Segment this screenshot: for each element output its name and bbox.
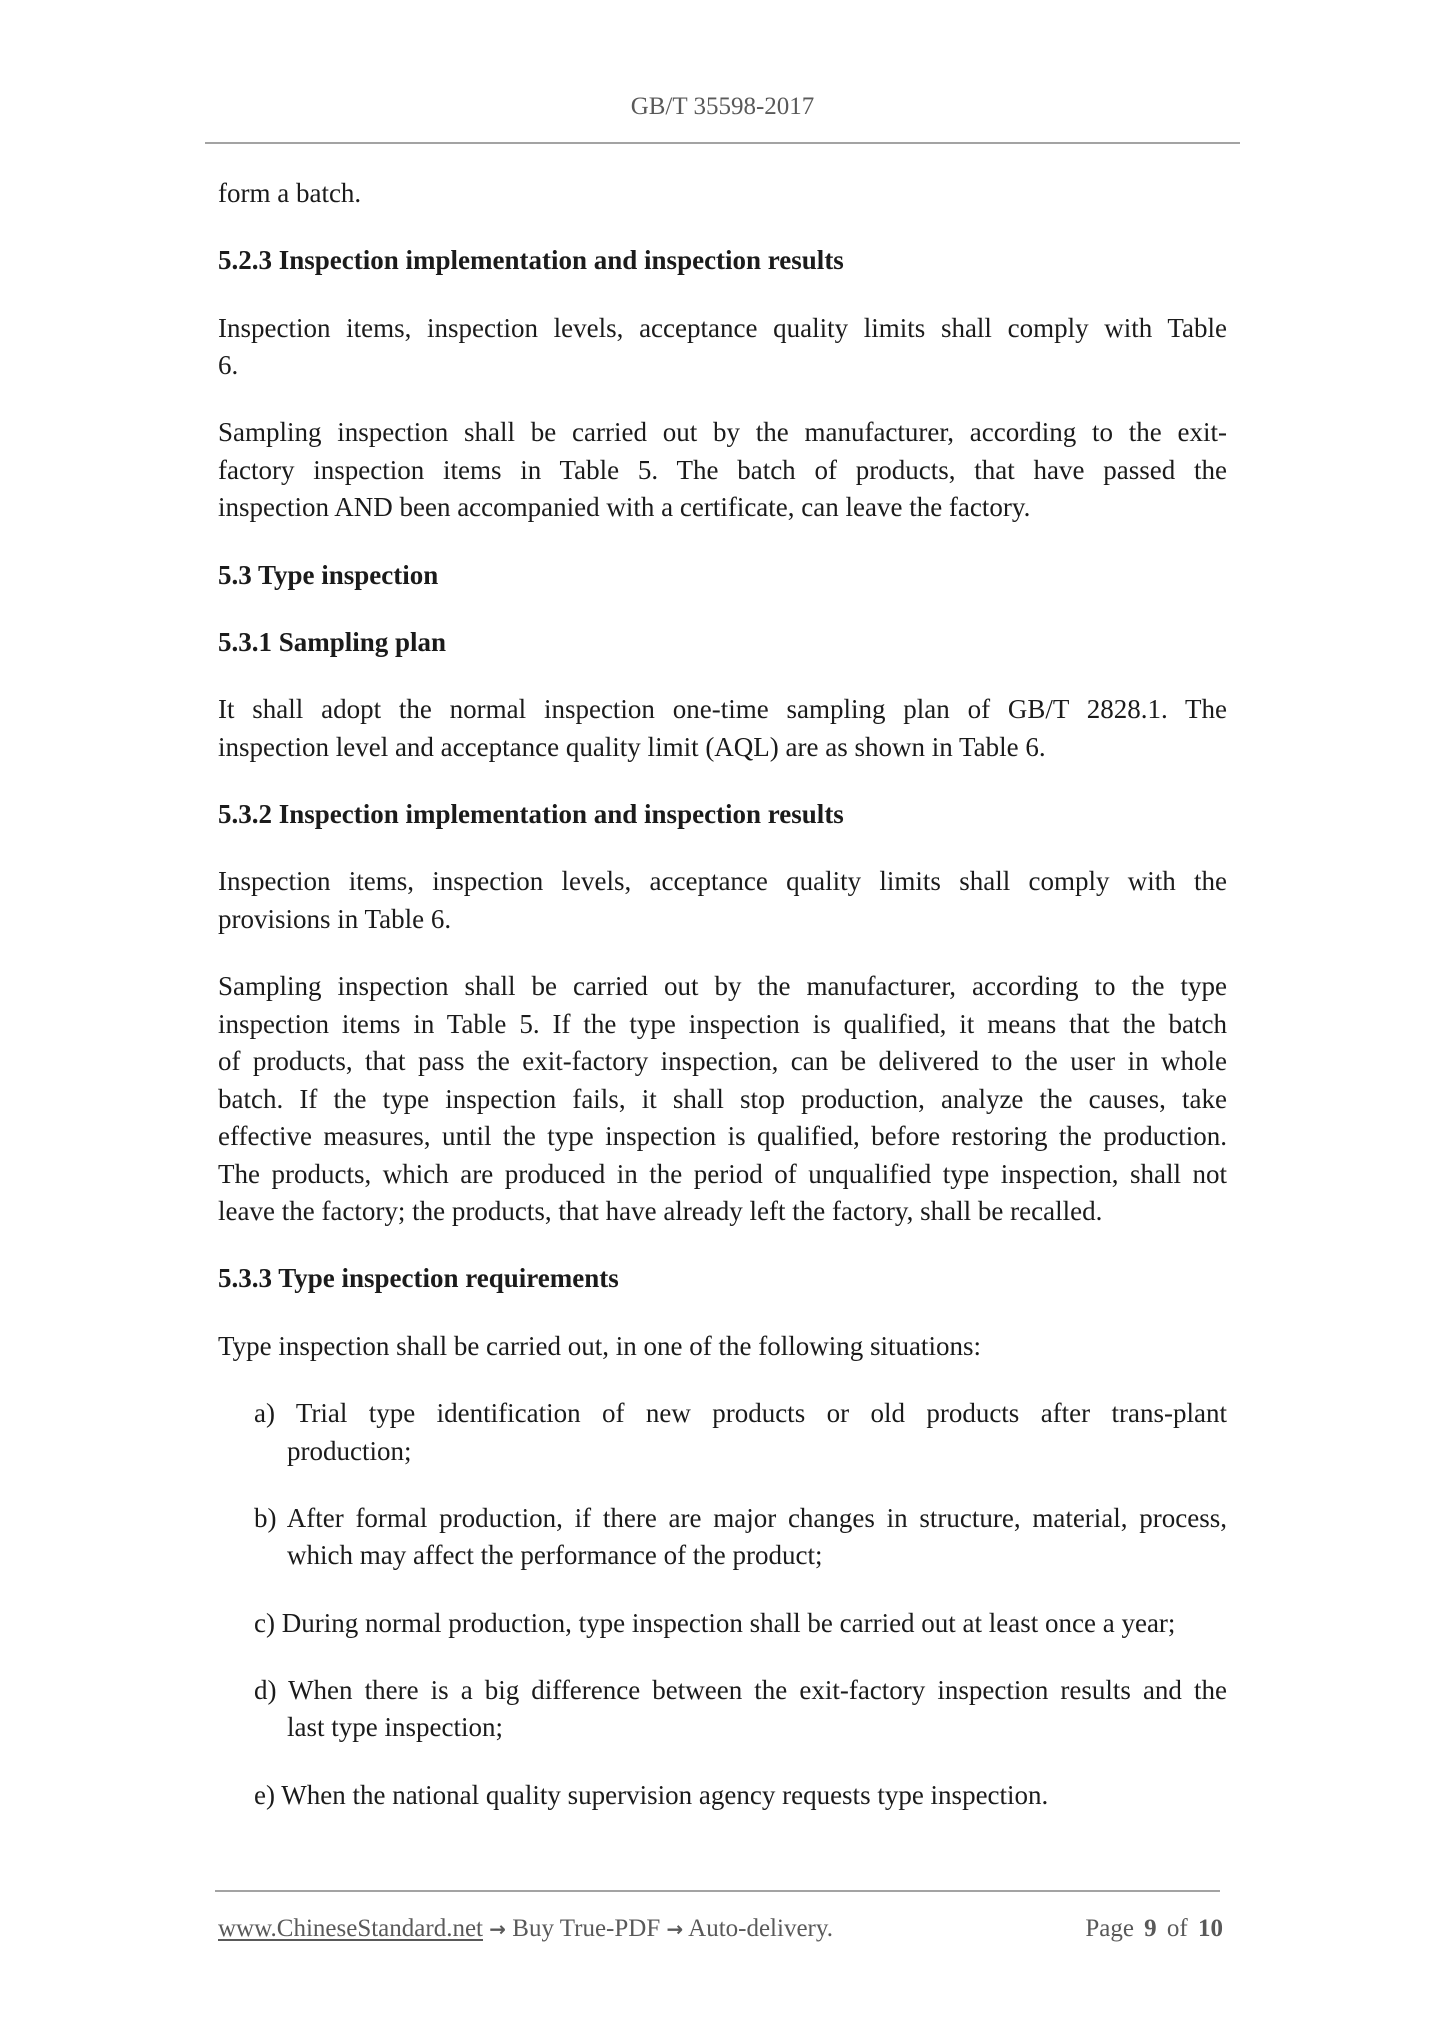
running-header xyxy=(0,90,1445,124)
paragraph xyxy=(218,414,1227,527)
text-line: 5.3 Type inspection xyxy=(218,559,439,590)
text-line: It shall adopt the normal inspection one-time sampling plan of GB/T 2828.1. The xyxy=(218,694,1227,725)
text-line: d) When there is a big difference between the exit-factory inspection results and the xyxy=(254,1674,1227,1705)
text-line: batch. If the type inspection fails, it shall stop production, analyze the causes, take xyxy=(218,1083,1227,1114)
text-line: production; xyxy=(287,1435,412,1466)
text-line: Type inspection shall be carried out, in one of the following situations: xyxy=(218,1330,981,1361)
paragraph xyxy=(218,691,1227,766)
header-divider xyxy=(205,142,1240,144)
text-line: The products, which are produced in the period of unqualified type inspection, shall not xyxy=(218,1158,1227,1189)
footer-step-delivery: Auto-delivery. xyxy=(688,1915,834,1942)
text-line: form a batch. xyxy=(218,178,362,208)
website-link[interactable]: www.ChineseStandard.net xyxy=(218,1915,483,1942)
arrow-right-icon: → xyxy=(666,1917,684,1941)
page-total: 10 xyxy=(1198,1915,1223,1942)
text-line: 5.3.3 Type inspection requirements xyxy=(218,1263,619,1294)
section-heading xyxy=(218,796,1227,834)
text-line: 6. xyxy=(218,350,239,381)
text-line: inspection AND been accompanied with a certificate, can leave the factory. xyxy=(218,492,1031,523)
text-line: last type inspection; xyxy=(287,1712,503,1743)
text-line: Sampling inspection shall be carried out by the manufacturer, according to the exit- xyxy=(218,417,1227,448)
section-heading xyxy=(218,557,1227,595)
text-line: c) During normal production, type inspection shall be carried out at least once a year; xyxy=(254,1607,1176,1638)
paragraph xyxy=(218,968,1227,1231)
list-item xyxy=(218,1395,1227,1470)
text-line: Inspection items, inspection levels, acceptance quality limits shall comply with Table xyxy=(218,312,1227,343)
text-line: of products, that pass the exit-factory inspection, can be delivered to the user in whole xyxy=(218,1046,1227,1077)
text-line: b) After formal production, if there are major changes in structure, material, process, xyxy=(254,1502,1227,1533)
list-item xyxy=(218,1500,1227,1575)
footer-divider xyxy=(215,1890,1220,1892)
text-line: provisions in Table 6. xyxy=(218,903,452,934)
section-heading xyxy=(218,624,1227,662)
list-item xyxy=(218,1605,1227,1643)
page-footer xyxy=(218,1912,1223,1946)
paragraph xyxy=(218,1328,1227,1366)
paragraph xyxy=(218,175,1227,213)
text-line: which may affect the performance of the product; xyxy=(287,1540,823,1571)
text-line: Sampling inspection shall be carried out by the manufacturer, according to the type xyxy=(218,971,1227,1002)
page-number xyxy=(1085,1912,1223,1946)
text-line: Inspection items, inspection levels, acceptance quality limits shall comply with the xyxy=(218,866,1227,897)
footer-step-buy: Buy True-PDF xyxy=(512,1915,661,1942)
page-current: 9 xyxy=(1144,1915,1157,1942)
paragraph xyxy=(218,310,1227,385)
text-line: effective measures, until the type inspection is qualified, before restoring the production. xyxy=(218,1121,1227,1152)
text-line: 5.3.1 Sampling plan xyxy=(218,626,447,657)
section-heading xyxy=(218,1260,1227,1298)
paragraph xyxy=(218,863,1227,938)
text-line: inspection level and acceptance quality limit (AQL) are as shown in Table 6. xyxy=(218,731,1046,762)
document-code: GB/T 35598-2017 xyxy=(630,93,815,120)
list-item xyxy=(218,1777,1227,1815)
text-line: inspection items in Table 5. If the type inspection is qualified, it means that the batch xyxy=(218,1008,1227,1039)
page-of-label: of xyxy=(1166,1915,1188,1942)
text-line: 5.2.3 Inspection implementation and inspection results xyxy=(218,245,844,276)
text-line: 5.3.2 Inspection implementation and inspection results xyxy=(218,799,844,830)
text-line: a) Trial type identification of new products or old products after trans-plant xyxy=(254,1398,1227,1429)
section-heading xyxy=(218,242,1227,280)
text-line: factory inspection items in Table 5. The batch of products, that have passed the xyxy=(218,454,1227,485)
document-body xyxy=(218,175,1227,1844)
page-label: Page xyxy=(1085,1915,1134,1942)
arrow-right-icon: → xyxy=(489,1917,507,1941)
text-line: leave the factory; the products, that have already left the factory, shall be recalled. xyxy=(218,1196,1103,1227)
text-line: e) When the national quality supervision agency requests type inspection. xyxy=(254,1779,1049,1810)
list-item xyxy=(218,1672,1227,1747)
